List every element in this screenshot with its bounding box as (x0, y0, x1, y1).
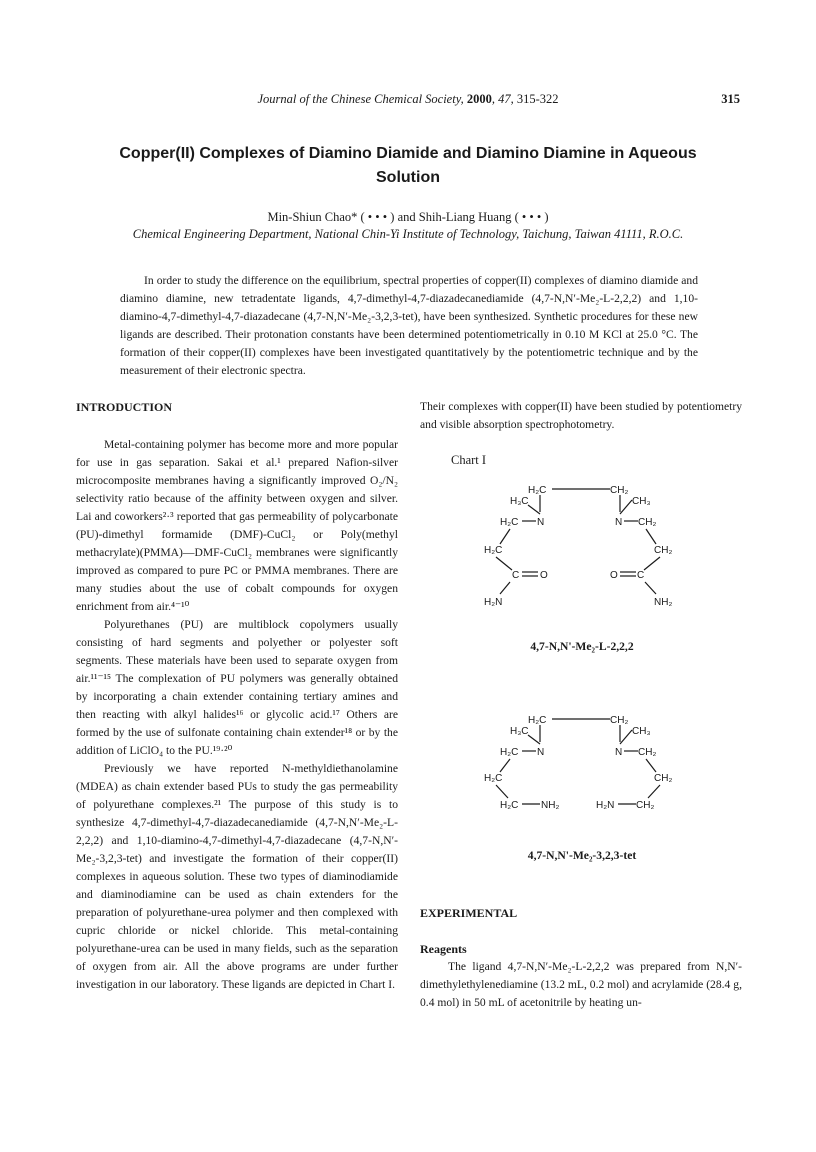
atom-h2n: H₂N (596, 800, 615, 811)
bond-r3 (646, 529, 656, 544)
running-head: Journal of the Chinese Chemical Society, 2000, 47, 315-322 (257, 92, 559, 106)
bond-r4 (644, 557, 660, 570)
intro-paragraph-3: Previously we have reported N-methyldiethanolamine (MDEA) as chain extender based PUs to study the gas permeability of polyurethane complexes.²¹ The purpose of this study is to synthesize 4,7-dimethyl-4,7-diazadecanediamide (4,7-N,N′-Me₂-L-2,2,2) and 1,10-diamino-4,7-dimethyl-4,7-diazadecane (4,7-N,N′-Me₂-3,2,3-tet) and investigate the formation of their copper(II) complexes in aqueous solution. These two types of diaminodiamide and diaminodiamine can be used as chain extenders for the preparation of polyurethane-urea polymer and then complexed with cupric chloride or nickel chloride. This metal-containing polyurethane-urea can be used in many fields, such as the separation of oxygen from air. All the above programs are under further investigation in our laboratory. These ligands are depicted in Chart I. (76, 762, 398, 991)
bond-l3 (500, 529, 510, 544)
journal-name: Journal of the Chinese Chemical Society (257, 92, 461, 106)
abstract: In order to study the difference on the equilibrium, spectral properties of copper(II) complexes of diamino diamide and diamino diamine, new tetradentate ligands, 4,7-dimethyl-4,7-diazadecanediamide (4,7-N,N′-Me₂-L-2,2,2) and 1,10-diamino-4,7-dimethyl-4,7-diazadecane (4,7-N,N′-Me₂-3,2,3-tet), have been synthesized. Synthetic procedures for these new ligands are described. Their protonation constants have been determined potentiometrically in 0.10 M KCl at 25.0 °C. The formation of their copper(II) complexes have been investigated quantitatively by the potentiometric technique and by the measurement of their electronic spectra. (120, 274, 698, 377)
page-number: 315 (721, 92, 740, 106)
bond-l-methyl (528, 735, 540, 744)
bond-r5 (645, 582, 656, 594)
atom-h3c: H₃C (510, 726, 529, 737)
atom-c-left: C (512, 570, 520, 581)
structure-diamine (470, 708, 700, 818)
bond-l4 (496, 557, 512, 570)
bond-r4 (648, 785, 660, 798)
atom-n-right: N (615, 517, 623, 528)
authors: Min-Shiun Chao* ( • • • ) and Shih-Liang Huang ( • • • ) (267, 210, 549, 224)
bond-r-methyl (620, 730, 632, 744)
atom-h2n: H₂N (484, 597, 503, 608)
intro-paragraph-2: Polyurethanes (PU) are multiblock copolymers usually consisting of hard segments and polyether or polyester soft segments. These materials have been used to separate oxygen from air.¹¹⁻¹⁵ The complexation of PU polymers was generally obtained by incorporating a chain extender containing tertiary amines and then reacting with alkyl halides¹⁶ or glycolic acid.¹⁷ Others are formed by the use of sulfonate containing chain extender¹⁸ or by the addition of LiClO₄ to the PU.¹⁹·²⁰ (76, 618, 398, 757)
experimental-text (420, 958, 742, 1012)
experimental-heading: EXPERIMENTAL (420, 906, 518, 920)
atom-ch2-r4: CH₂ (636, 800, 655, 811)
structure-diamide (470, 478, 700, 613)
affiliation: Chemical Engineering Department, National Chin-Yi Institute of Technology, Taichung, Taiwan 41111, R.O.C. (132, 227, 684, 241)
atom-h2c-l3: H₂C (484, 545, 503, 556)
journal-pages: 315-322 (516, 92, 559, 106)
caption-diamine: 4,7-N,N'-Me₂-3,2,3-tet (527, 849, 637, 862)
atom-o-left: O (540, 570, 548, 581)
atom-ch2-top: CH₂ (610, 715, 629, 726)
atom-nh2: NH₂ (654, 597, 673, 608)
atom-ch2-r2: CH₂ (638, 747, 657, 758)
atom-n-left: N (537, 747, 545, 758)
atom-n-right: N (615, 747, 623, 758)
atom-h2c-l2: H₂C (500, 517, 519, 528)
atom-h2c-l3: H₂C (484, 773, 503, 784)
bond-l-methyl (528, 505, 540, 514)
atom-ch2-r3: CH₂ (654, 545, 673, 556)
introduction-heading: INTRODUCTION (76, 400, 173, 414)
atom-c-right: C (637, 570, 645, 581)
caption-diamide: 4,7-N,N'-Me₂-L-2,2,2 (530, 640, 634, 653)
chart-label: Chart I (451, 453, 487, 467)
left-column (76, 400, 398, 994)
atom-ch3: CH₃ (632, 726, 651, 737)
atom-h2c-l2: H₂C (500, 747, 519, 758)
bond-r3 (646, 759, 656, 772)
bond-l5 (500, 582, 510, 594)
atom-ch2-r3: CH₂ (654, 773, 673, 784)
journal-volume: 47 (498, 92, 511, 106)
atom-h2c-top: H₂C (528, 715, 547, 726)
article-title: Copper(II) Complexes of Diamino Diamide and Diamino Diamine in Aqueous Solution (119, 145, 697, 186)
intro-paragraph-1: Metal-containing polymer has become more and more popular for use in gas separation. Sakai et al.¹ prepared Nafion-silver microcomposite membranes having a significantly improved O₂/N₂ selectivity ratio because of the affinity between oxygen and silver. Lai and coworkers²·³ reported that gas permeability of polycarbonate (PU)-dimethyl formamide (DMF)-CuCl₂ or Poly(methyl methacrylate)(PMMA)—DMF-CuCl₂ membranes were significantly improved as compared to pure PC or PMMA membranes. There are many studies about the use of cobalt compounds for oxygen enrichment from air.⁴⁻¹⁰ (76, 438, 398, 613)
bond-r-methyl (620, 500, 632, 514)
atom-n-left: N (537, 517, 545, 528)
atom-ch2-r2: CH₂ (638, 517, 657, 528)
atom-h3c: H₃C (510, 496, 529, 507)
journal-year: 2000 (466, 92, 492, 106)
experimental-paragraph-1: The ligand 4,7-N,N′-Me₂-L-2,2,2 was prepared from N,N′-dimethylethylenediamine (13.2 mL, 0.2 mol) and acrylamide (28.4 g, 0.4 mol) in 50 mL of acetonitrile by heating un- (420, 960, 742, 1009)
atom-ch2-top: CH₂ (610, 485, 629, 496)
bond-l4 (496, 785, 508, 798)
atom-o-right: O (610, 570, 618, 581)
reagents-heading: Reagents (420, 942, 467, 956)
right-column-intro: Their complexes with copper(II) have been studied by potentiometry and visible absorption spectrophotometry. (420, 400, 742, 431)
bond-l3 (500, 759, 510, 772)
atom-nh2: NH₂ (541, 800, 560, 811)
atom-h2c-top: H₂C (528, 485, 547, 496)
atom-ch3: CH₃ (632, 496, 651, 507)
atom-h2c-l4: H₂C (500, 800, 519, 811)
